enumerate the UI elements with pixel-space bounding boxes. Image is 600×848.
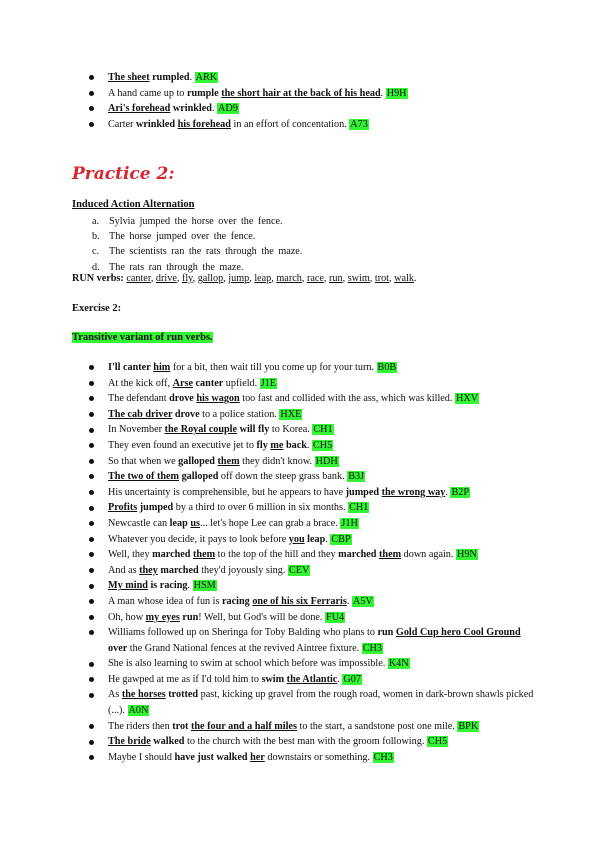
induced-action-heading: Induced Action Alternation: [72, 199, 195, 210]
sentence-fragment: Well, they: [108, 549, 153, 561]
example-text: The horse jumped over the fence.: [109, 231, 256, 243]
sentence-fragment: the Atlantic: [286, 673, 338, 685]
sentence-fragment: to a police station.: [199, 408, 280, 420]
sentence-item: [88, 500, 538, 516]
sentence-fragment: .: [380, 87, 386, 99]
example-text: The rats ran through the maze.: [109, 261, 244, 273]
sentence-fragment: the four and a half miles: [190, 720, 297, 732]
sentence-item: [88, 86, 538, 102]
corpus-code-badge: J1E: [260, 377, 277, 389]
corpus-code-badge: ARK: [195, 72, 218, 83]
sentence-item: [88, 750, 538, 766]
example-letter: c.: [92, 246, 100, 258]
corpus-code-badge: H9H: [386, 87, 407, 99]
run-verb: trot: [374, 273, 390, 284]
sentence-fragment: upfield.: [223, 377, 260, 389]
run-verb: race: [306, 273, 324, 284]
sentence-fragment: .: [187, 580, 193, 592]
sentence-fragment: his forehead: [177, 118, 231, 130]
sentence-fragment: marched: [157, 564, 199, 576]
run-verb: canter: [126, 273, 151, 284]
corpus-code-badge: K4N: [388, 658, 409, 670]
run-verbs-list: canter, drive, fly, gallop, jump, leap, march, race, run, swim, trot, walk.: [126, 273, 417, 284]
sentence-fragment: walked: [150, 736, 185, 748]
example-text: The scientists ran the rats through the maze.: [109, 246, 303, 258]
sentence-fragment: galloped: [179, 471, 219, 483]
sentence-fragment: downstairs or something.: [264, 751, 373, 763]
sentence-fragment: they didn't know.: [239, 455, 315, 467]
sentence-fragment: racing: [222, 595, 250, 607]
sentence-fragment: The sheet: [108, 72, 150, 83]
sentence-fragment: Oh, how: [108, 611, 146, 623]
sentence-fragment: to the top of the hill and they: [215, 549, 339, 561]
sentence-fragment: canter: [192, 377, 224, 389]
sentence-item: [88, 376, 538, 392]
alternation-example: [92, 244, 302, 259]
sentence-fragment: I'll canter: [108, 362, 151, 373]
example-letter: a.: [92, 216, 100, 227]
sentence-fragment: down again.: [401, 549, 456, 561]
sentence-fragment: him: [153, 362, 171, 373]
sentence-fragment: her: [250, 751, 265, 763]
sentence-fragment: by a third to over 6 million in six months.: [173, 502, 349, 514]
example-sentence-list: [88, 70, 538, 132]
sentence-fragment: the short hair at the back of his head: [221, 87, 381, 99]
sentence-item: [88, 391, 538, 407]
corpus-code-badge: FU4: [326, 611, 345, 623]
corpus-code-badge: CH3: [373, 751, 393, 763]
sentence-item: [88, 547, 538, 563]
run-verb: run: [329, 273, 343, 284]
transitive-variant-heading: Transitive variant of run verbs.: [72, 332, 213, 343]
sentence-fragment: to the church with the best man with the groom following.: [184, 736, 427, 748]
corpus-code-badge: HDH: [315, 455, 338, 467]
run-verb: jump: [228, 273, 250, 284]
practice-title: Practice 2:: [72, 164, 175, 184]
run-verb: drive: [155, 273, 177, 284]
sentence-item: [88, 485, 538, 501]
sentence-item: [88, 625, 538, 656]
sentence-item: [88, 563, 538, 579]
sentence-fragment: The two of them: [108, 471, 180, 483]
sentence-fragment: .: [337, 673, 343, 685]
run-verbs-line: RUN verbs: canter, drive, fly, gallop, jump, leap, march, race, run, swim, trot, walk.: [72, 273, 417, 284]
sentence-fragment: Carter: [108, 118, 137, 130]
run-verb: gallop: [197, 273, 224, 284]
corpus-code-badge: CBP: [331, 533, 351, 545]
sentence-fragment: one of his six Ferraris: [252, 595, 347, 607]
sentence-item: [88, 532, 538, 548]
exercise-sentence-list: [88, 360, 538, 765]
corpus-code-badge: CH3: [362, 642, 382, 654]
sentence-fragment: A hand came up to: [108, 87, 187, 99]
sentence-fragment: them: [217, 455, 240, 467]
sentence-fragment: In November: [108, 424, 165, 436]
sentence-fragment: drove: [169, 393, 194, 405]
sentence-fragment: in an effort of concentation.: [230, 118, 350, 130]
sentence-item: [88, 687, 538, 718]
run-verb: walk: [394, 273, 414, 284]
sentence-fragment: .: [445, 486, 451, 498]
corpus-code-badge: J1H: [341, 517, 358, 529]
sentence-item: [88, 610, 538, 626]
sentence-item: [88, 656, 538, 672]
example-letter: b.: [92, 231, 100, 243]
sentence-fragment: past, kicking up gravel from the rough road, women in dark-brown shawls picked (...).: [108, 689, 534, 717]
sentence-fragment: The riders then: [108, 720, 173, 732]
sentence-fragment: Gold Cup hero Cool Ground: [395, 627, 521, 639]
corpus-code-badge: CH5: [427, 736, 448, 748]
sentence-fragment: the Royal couple: [164, 424, 238, 436]
run-verb: leap: [254, 273, 272, 284]
sentence-fragment: they: [139, 564, 158, 576]
run-verb: fly: [181, 273, 193, 284]
sentence-fragment: the wrong way: [381, 486, 446, 498]
sentence-fragment: to Korea.: [269, 424, 313, 436]
sentence-fragment: Newcastle can: [108, 517, 170, 529]
corpus-code-badge: A5V: [352, 595, 373, 607]
sentence-fragment: them: [379, 549, 402, 561]
sentence-fragment: us: [190, 517, 200, 529]
example-text: Sylvia jumped the horse over the fence.: [109, 216, 283, 227]
corpus-code-badge: HXV: [456, 393, 479, 405]
sentence-item: [88, 101, 538, 117]
sentence-item: [88, 594, 538, 610]
sentence-fragment: for a bit, then wait till you come up for your turn.: [170, 362, 377, 373]
sentence-fragment: .: [189, 72, 195, 83]
corpus-code-badge: H9N: [456, 549, 477, 561]
sentence-fragment: wrinkled: [136, 118, 176, 130]
sentence-item: [88, 117, 538, 133]
sentence-fragment: the Grand National fences at the revived Aintree fixture.: [127, 642, 362, 654]
sentence-fragment: my eyes: [145, 611, 180, 623]
corpus-code-badge: G07: [343, 673, 361, 685]
sentence-fragment: over: [108, 642, 128, 654]
sentence-fragment: rumpled: [149, 72, 190, 83]
sentence-item: [88, 469, 538, 485]
sentence-item: [88, 407, 538, 423]
sentence-fragment: The defendant: [108, 393, 170, 405]
alternation-example: [92, 214, 302, 229]
sentence-fragment: And as: [108, 564, 140, 576]
sentence-fragment: to the start, a sandstone post one mile.: [296, 720, 458, 732]
sentence-fragment: you: [288, 533, 305, 545]
corpus-code-badge: CEV: [288, 564, 310, 576]
sentence-fragment: have just walked: [174, 751, 248, 763]
sentence-item: [88, 70, 538, 86]
sentence-fragment: marched: [152, 549, 191, 561]
corpus-code-badge: B3J: [348, 471, 365, 483]
sentence-fragment: ! Well, but God's will be done.: [198, 611, 326, 623]
sentence-fragment: too fast and collided with the ass, which was killed.: [239, 393, 455, 405]
sentence-fragment: run: [179, 611, 199, 623]
sentence-fragment: Ari's forehead: [108, 103, 171, 115]
exercise-heading: Exercise 2:: [72, 303, 122, 314]
sentence-fragment: At the kick off,: [108, 377, 173, 389]
sentence-fragment: leap: [169, 517, 188, 529]
alternation-examples: [92, 214, 302, 275]
sentence-fragment: drove: [172, 408, 200, 420]
corpus-code-badge: B2P: [451, 486, 470, 498]
run-verb: march: [276, 273, 302, 284]
corpus-code-badge: HSM: [193, 580, 216, 592]
sentence-fragment: rumple: [186, 87, 219, 99]
sentence-fragment: marched: [338, 549, 377, 561]
sentence-item: [88, 516, 538, 532]
sentence-fragment: run: [377, 627, 394, 639]
sentence-fragment: trot: [172, 720, 189, 732]
sentence-fragment: Maybe I should: [108, 751, 175, 763]
sentence-item: [88, 422, 538, 438]
corpus-code-badge: BPK: [458, 720, 479, 732]
sentence-item: [88, 360, 538, 376]
sentence-item: [88, 734, 538, 750]
sentence-fragment: He gawped at me as if I'd told him to: [108, 673, 262, 685]
alternation-example: [92, 229, 302, 244]
sentence-fragment: .: [211, 103, 218, 115]
corpus-code-badge: HXE: [280, 408, 302, 420]
corpus-code-badge: B0B: [377, 362, 397, 373]
sentence-fragment: will fly: [237, 424, 270, 436]
sentence-fragment: My mind: [108, 580, 148, 592]
sentence-fragment: .: [306, 439, 312, 451]
example-letter: d.: [92, 261, 100, 273]
sentence-fragment: A man whose idea of fun is: [108, 595, 223, 607]
sentence-fragment: The cab driver: [108, 408, 173, 420]
sentence-fragment: jumped: [345, 486, 380, 498]
sentence-fragment: trotted: [165, 689, 199, 701]
sentence-fragment: off down the steep grass bank.: [218, 471, 348, 483]
sentence-fragment: wrinkled: [170, 103, 212, 115]
sentence-fragment: .: [325, 533, 331, 545]
sentence-fragment: She is also learning to swim at school which before was impossible.: [108, 658, 388, 670]
sentence-fragment: Arse: [172, 377, 193, 389]
corpus-code-badge: AD9: [218, 103, 238, 115]
sentence-item: [88, 719, 538, 735]
corpus-code-badge: CH1: [349, 502, 369, 514]
sentence-fragment: Profits: [108, 502, 138, 514]
sentence-fragment: they'd joyously sing.: [198, 564, 288, 576]
sentence-fragment: his wagon: [196, 393, 240, 405]
run-verb: swim: [347, 273, 370, 284]
corpus-code-badge: A0N: [128, 705, 149, 717]
corpus-code-badge: CH5: [313, 439, 333, 451]
sentence-fragment: leap: [304, 533, 326, 545]
sentence-fragment: fly: [256, 439, 268, 451]
sentence-fragment: Williams followed up on Sheringa for Toby Balding who plans to: [108, 627, 378, 639]
sentence-fragment: .: [346, 595, 352, 607]
sentence-fragment: Whatever you decide, it pays to look before: [108, 533, 289, 545]
sentence-item: [88, 578, 538, 594]
sentence-fragment: is racing: [147, 580, 188, 592]
sentence-fragment: jumped: [137, 502, 174, 514]
sentence-fragment: the horses: [121, 689, 166, 701]
sentence-fragment: So that when we: [108, 455, 179, 467]
sentence-fragment: His uncertainty is comprehensible, but he appears to have: [108, 486, 346, 498]
sentence-fragment: them: [193, 549, 216, 561]
sentence-fragment: The bride: [108, 736, 151, 748]
corpus-code-badge: CH1: [313, 424, 333, 436]
sentence-fragment: They even found an executive jet to: [108, 439, 257, 451]
sentence-item: [88, 454, 538, 470]
sentence-fragment: ... let's hope Lee can grab a brace.: [199, 517, 341, 529]
sentence-item: [88, 672, 538, 688]
sentence-fragment: swim: [261, 673, 285, 685]
corpus-code-badge: A73: [350, 118, 368, 130]
sentence-fragment: back: [283, 439, 307, 451]
sentence-fragment: As: [108, 689, 122, 701]
sentence-item: [88, 438, 538, 454]
sentence-fragment: me: [270, 439, 284, 451]
sentence-fragment: galloped: [178, 455, 215, 467]
run-verbs-label: RUN verbs: [72, 273, 121, 284]
